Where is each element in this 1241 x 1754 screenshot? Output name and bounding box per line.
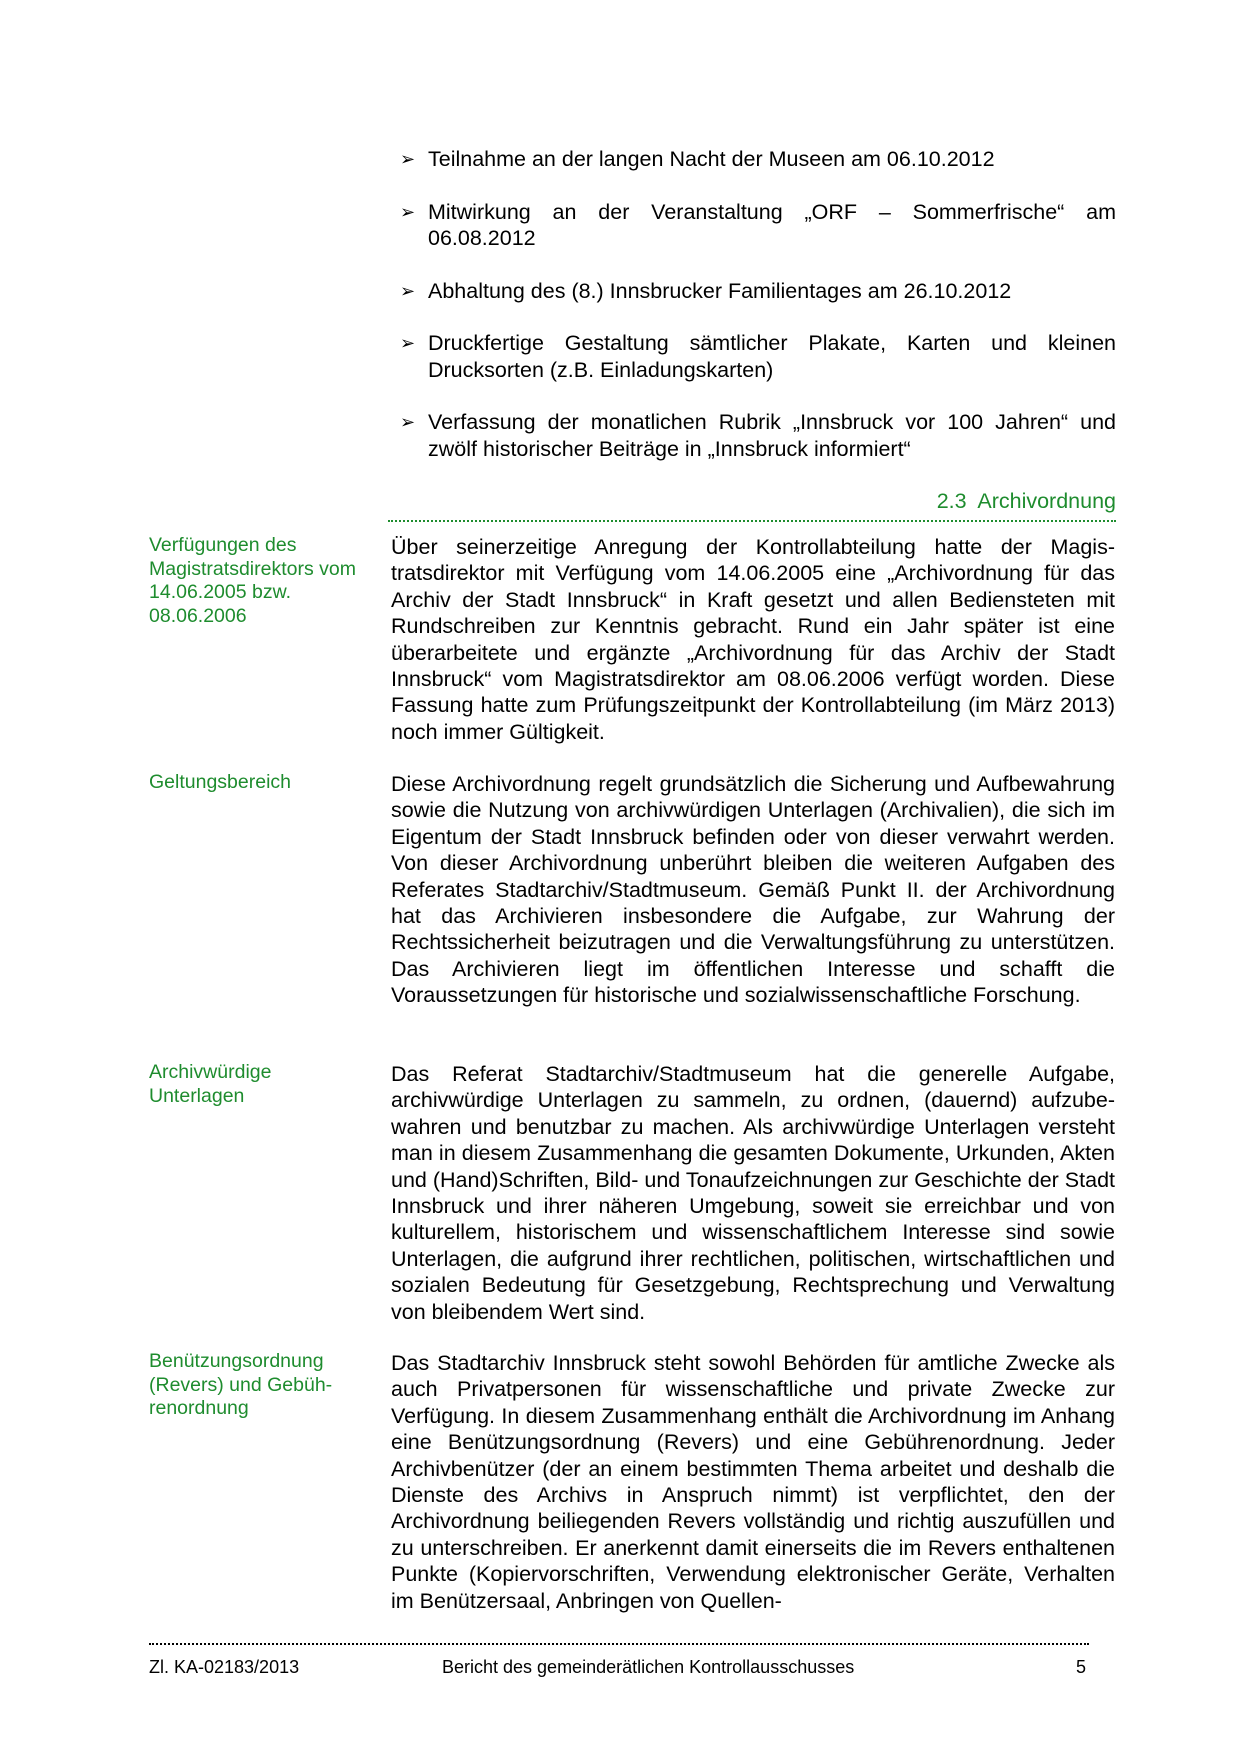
paragraph-text: Das Stadtarchiv Innsbruck steht sowohl Behörden für amtliche Zwecke als auch Privatpersonen für wissenschaftliche und private Zwecke zur Verfügung. In diesem Zusammenhang enthält die Archivordnung im Anhang eine Benützungsordnung (Revers) und eine Gebührenordnung. Jeder Archivbenützer (der an einem bestimmten Thema arbeitet und deshalb die Dienste des Archivs in Anspruch nimmt) ist verpflichtet, den der Archivordnung beiliegenden Revers vollständig und richtig auszufüllen und zu unterschreiben. Er anerkennt damit einerseits die im Revers enthaltenen Punkte (Kopiervorschriften, Verwendung elektronischer Geräte, Verhalten im Benützersaal, Anbringen von Quellen- [391,1351,1115,1613]
heading-divider [388,520,1116,522]
margin-note: Benützungsordnung (Revers) und Gebührenordnung [149,1350,333,1419]
footer-title: Bericht des gemeinderätlichen Kontrollausschusses [442,1657,855,1677]
bullet-text: Druckfertige Gestaltung sämtlicher Plakate, Karten und kleinen Drucksorten (z.B. Einladungskarten) [428,331,1116,382]
bullet-text: Teilnahme an der langen Nacht der Museen am 06.10.2012 [428,147,995,171]
bullet-list [400,146,1116,488]
arrow-bullet-icon: ➢ [400,280,416,301]
bullet-text: Mitwirkung an der Veranstaltung „ORF – Sommerfrische“ am 06.08.2012 [428,199,1116,250]
footer-divider [149,1643,1089,1645]
page-number: 5 [1076,1657,1087,1677]
paragraph-text: Über seinerzeitige Anregung der Kontrollabteilung hatte der Magistratsdirektor mit Verfügung vom 14.06.2005 eine „Archivordnung für das Archiv der Stadt Innsbruck“ in Kraft gesetzt und allen Bediensteten mit Rundschreiben zur Kenntnis gebracht. Rund ein Jahr später ist eine überarbeitete und ergänzte „Archivordnung für das Archiv der Stadt Innsbruck“ vom Magistratsdirektor am 08.06.2006 verfügt worden. Diese Fassung hatte zum Prüfungszeitpunkt der Kontrollabteilung (im März 2013) noch immer Gültigkeit. [391,535,1115,744]
arrow-bullet-icon: ➢ [400,201,416,222]
list-item [400,199,1116,252]
list-item [400,409,1116,462]
list-item [400,146,1116,173]
list-item [400,278,1116,305]
margin-note: Archivwürdige Unterlagen [149,1061,272,1107]
arrow-bullet-icon: ➢ [400,333,416,353]
paragraph-text: Diese Archivordnung regelt grundsätzlich die Sicherung und Aufbewahrung sowie die Nutzung von archivwürdigen Unterlagen (Archivalien), die sich im Eigentum der Stadt Innsbruck befinden oder von dieser verwahrt werden. Von dieser Archivordnung unberührt bleiben die weiteren Aufgaben des Referates Stadtarchiv/Stadtmuseum. Gemäß Punkt II. der Archivordnung hat das Archivieren insbesondere die Aufgabe, zur Wahrung der Rechtssicherheit beizutragen und die Verwaltungsführung zu unterstützen. Das Archivieren liegt im öffentlichen Interesse und schafft die Voraussetzungen für historische und sozialwissenschaftliche Forschung. [391,772,1115,1008]
section-title: Archivordnung [977,489,1116,513]
arrow-bullet-icon: ➢ [400,149,416,169]
bullet-text: Verfassung der monatlichen Rubrik „Innsbruck vor 100 Jahren“ und zwölf historischer Beiträge in „Innsbruck informiert“ [428,410,1116,461]
margin-note: Geltungsbereich [149,771,292,793]
bullet-text: Abhaltung des (8.) Innsbrucker Familientages am 26.10.2012 [428,278,1012,303]
arrow-bullet-icon: ➢ [400,412,416,432]
section-heading [388,488,1116,514]
list-item [400,330,1116,383]
paragraph-text: Das Referat Stadtarchiv/Stadtmuseum hat die generelle Aufgabe, archivwürdige Unterlagen zu sammeln, zu ordnen, (dauernd) aufzubewahren und benutzbar zu machen. Als archivwürdige Unterlagen versteht man in diesem Zusammenhang die gesamten Dokumente, Urkunden, Akten und (Hand)Schriften, Bild- und Tonaufzeichnungen zur Geschichte der Stadt Innsbruck und ihrer näheren Umgebung, soweit sie erreichbar und von kulturellem, historischem und wissenschaftlichem Interesse sind sowie Unterlagen, die aufgrund ihrer rechtlichen, politischen, wirtschaftlichen und sozialen Bedeutung für Gesetzgebung, Rechtsprechung und Verwaltung von bleibendem Wert sind. [391,1062,1115,1324]
footer-reference: Zl. KA-02183/2013 [149,1657,300,1677]
section-number: 2.3 [936,489,967,513]
margin-note: Verfügungen des Magistratsdirektors vom 14.06.2005 bzw. 08.06.2006 [149,534,356,627]
